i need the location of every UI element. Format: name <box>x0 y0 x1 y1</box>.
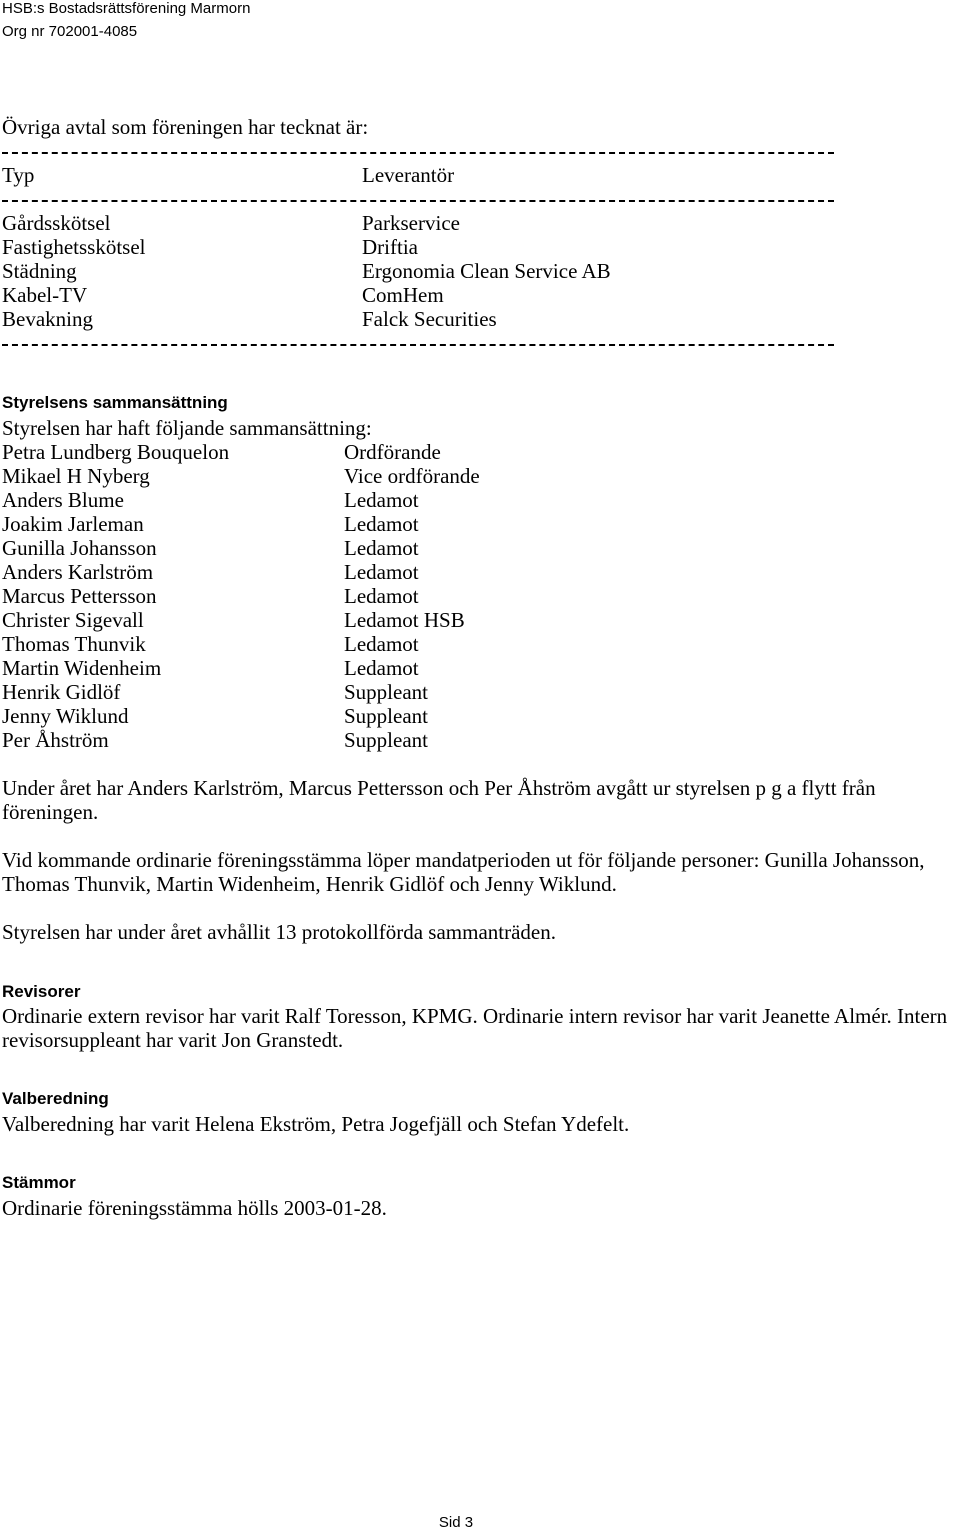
board-member-row <box>2 704 902 728</box>
member-name: Mikael H Nyberg <box>2 464 150 488</box>
table-row <box>2 259 902 283</box>
board-member-row <box>2 656 902 680</box>
column-header-supplier: Leverantör <box>362 163 455 187</box>
agreement-type: Städning <box>2 259 77 283</box>
board-member-row <box>2 608 902 632</box>
member-role: Ledamot <box>344 536 419 560</box>
organization-name: HSB:s Bostadsrättsförening Marmorn <box>2 0 251 17</box>
agreement-supplier: Ergonomia Clean Service AB <box>362 259 611 283</box>
member-name: Christer Sigevall <box>2 608 144 632</box>
nomination-heading: Valberedning <box>2 1089 109 1108</box>
board-member-row <box>2 584 902 608</box>
board-member-row <box>2 728 902 752</box>
board-member-row <box>2 488 902 512</box>
member-role: Ledamot HSB <box>344 608 465 632</box>
member-name: Henrik Gidlöf <box>2 680 121 704</box>
member-name: Jenny Wiklund <box>2 704 129 728</box>
agreement-type: Bevakning <box>2 307 93 331</box>
agreement-supplier: Falck Securities <box>362 307 497 331</box>
board-intro: Styrelsen har haft följande sammansättning: <box>2 416 372 440</box>
member-role: Ledamot <box>344 656 419 680</box>
board-member-row <box>2 680 902 704</box>
member-role: Ledamot <box>344 488 419 512</box>
table-top-divider <box>2 152 834 154</box>
member-role: Suppleant <box>344 680 428 704</box>
agreement-type: Gårdsskötsel <box>2 211 111 235</box>
board-meetings-paragraph: Styrelsen har under året avhållit 13 protokollförda sammanträden. <box>2 920 556 944</box>
page-number: Sid 3 <box>438 1514 474 1531</box>
agreement-supplier: ComHem <box>362 283 444 307</box>
member-name: Per Åhström <box>2 728 109 752</box>
nomination-paragraph: Valberedning har varit Helena Ekström, Petra Jogefjäll och Stefan Ydefelt. <box>2 1112 630 1136</box>
member-name: Thomas Thunvik <box>2 632 146 656</box>
table-header-row <box>2 163 902 187</box>
table-header-divider <box>2 200 834 202</box>
member-name: Martin Widenheim <box>2 656 162 680</box>
board-member-row <box>2 512 902 536</box>
member-name: Anders Karlström <box>2 560 154 584</box>
table-bottom-divider <box>2 344 834 346</box>
board-heading: Styrelsens sammansättning <box>2 393 228 412</box>
board-resigned-paragraph: Under året har Anders Karlström, Marcus Pettersson och Per Åhström avgått ur styrelsen p g a flytt från föreningen. <box>2 776 876 824</box>
member-role: Ledamot <box>344 632 419 656</box>
member-role: Ledamot <box>344 584 419 608</box>
column-header-type: Typ <box>2 163 35 187</box>
member-name: Anders Blume <box>2 488 124 512</box>
table-row <box>2 283 902 307</box>
agreements-intro: Övriga avtal som föreningen har tecknat är: <box>2 115 369 139</box>
table-row <box>2 307 902 331</box>
meetings-heading: Stämmor <box>2 1173 76 1192</box>
auditors-paragraph: Ordinarie extern revisor har varit Ralf Toresson, KPMG. Ordinarie intern revisor har varit Jeanette Almér. Intern revisorsuppleant har varit Jon Granstedt. <box>2 1004 948 1052</box>
agreement-type: Kabel-TV <box>2 283 88 307</box>
member-role: Ledamot <box>344 512 419 536</box>
agreement-type: Fastighetsskötsel <box>2 235 146 259</box>
member-name: Marcus Pettersson <box>2 584 157 608</box>
table-row <box>2 211 902 235</box>
board-mandate-paragraph: Vid kommande ordinarie föreningsstämma löper mandatperioden ut för följande personer: Gunilla Johansson, Thomas Thunvik, Martin Widenheim, Henrik Gidlöf och Jenny Wiklund. <box>2 848 925 896</box>
board-member-row <box>2 440 902 464</box>
board-member-row <box>2 464 902 488</box>
organization-number: Org nr 702001-4085 <box>2 23 138 40</box>
agreement-supplier: Parkservice <box>362 211 460 235</box>
member-role: Ordförande <box>344 440 441 464</box>
member-role: Suppleant <box>344 704 428 728</box>
board-member-row <box>2 560 902 584</box>
board-member-row <box>2 632 902 656</box>
member-name: Gunilla Johansson <box>2 536 157 560</box>
meetings-paragraph: Ordinarie föreningsstämma hölls 2003-01-28. <box>2 1196 387 1220</box>
member-role: Vice ordförande <box>344 464 480 488</box>
member-role: Suppleant <box>344 728 428 752</box>
board-member-row <box>2 536 902 560</box>
table-row <box>2 235 902 259</box>
agreement-supplier: Driftia <box>362 235 418 259</box>
member-name: Petra Lundberg Bouquelon <box>2 440 230 464</box>
member-role: Ledamot <box>344 560 419 584</box>
member-name: Joakim Jarleman <box>2 512 144 536</box>
auditors-heading: Revisorer <box>2 982 81 1001</box>
